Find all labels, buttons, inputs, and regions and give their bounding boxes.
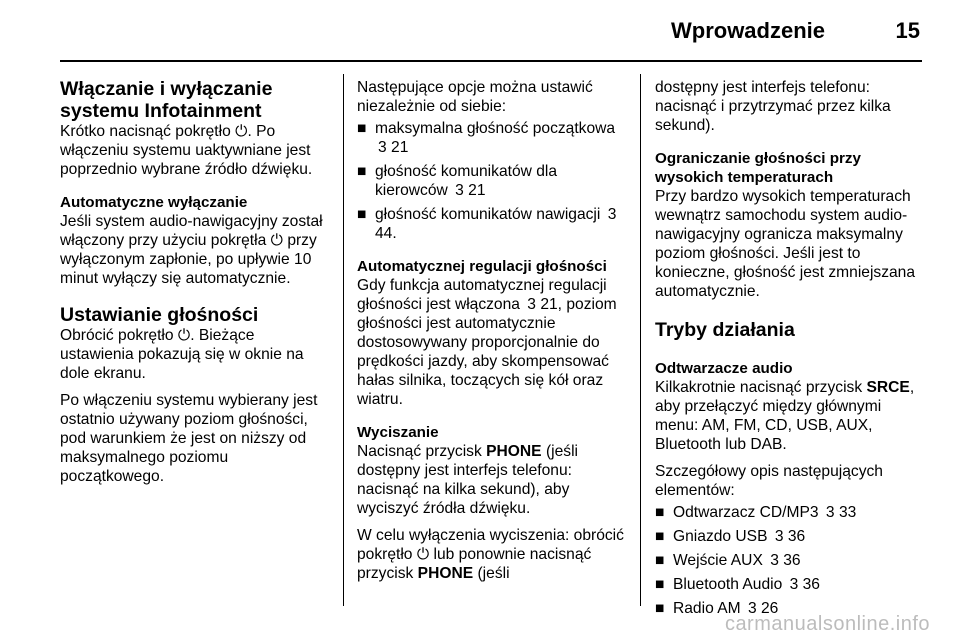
list-item xyxy=(655,575,925,594)
list-item xyxy=(357,119,627,157)
page-ref[interactable]: 26 xyxy=(760,600,779,617)
paragraph-volume-last-level: Po włączeniu systemu wybierany jest ostatnio używany poziom głośności, pod warunkiem że jest on niższy od maksymalnego poziomu początkowego. xyxy=(60,392,318,485)
page-ref[interactable]: 21, xyxy=(540,296,563,313)
list-item xyxy=(357,162,627,200)
phone-button-label: PHONE xyxy=(417,565,474,582)
page-ref-arrow-icon: 3 xyxy=(378,139,387,156)
page-ref-arrow-icon: 3 xyxy=(825,504,835,521)
subtitle-auto-off: Automatyczne wyłączanie xyxy=(60,194,248,211)
page-ref[interactable]: 21 xyxy=(468,182,486,199)
list-item xyxy=(655,503,925,522)
text: (jeśli dostępny jest interfejs telefonu: nacisnąć na kilka sekund), aby wyciszyć źródła dźwięku. xyxy=(357,443,578,517)
text: W celu wyłączenia wyciszenia: obrócić pokrętło xyxy=(357,527,624,563)
section-title-power: Włączanie i wyłączanie systemu Infotainment xyxy=(60,78,273,122)
bullet-icon: ■ xyxy=(655,600,665,617)
text: Obrócić pokrętło xyxy=(60,327,174,344)
text: Radio AM xyxy=(673,600,741,617)
list-item xyxy=(357,205,627,243)
section-title-volume: Ustawianie głośności xyxy=(60,304,259,326)
srce-button-label: SRCE xyxy=(866,379,910,396)
text: głośność komunikatów dla kierowców xyxy=(375,163,558,199)
header-rule xyxy=(60,60,922,62)
text: Gniazdo USB xyxy=(673,528,768,545)
bullet-icon: ■ xyxy=(357,120,367,137)
page-ref-arrow-icon: 3 xyxy=(770,552,779,569)
paragraph-volume-knob xyxy=(60,326,332,383)
subtitle-temperature-limit: Ograniczanie głośności przy wysokich temperaturach xyxy=(655,150,861,186)
page-ref[interactable]: 36 xyxy=(783,552,801,569)
bullet-icon: ■ xyxy=(357,206,367,223)
paragraph-source-button xyxy=(655,378,925,454)
text: Kilkakrotnie nacisnąć przycisk xyxy=(655,379,863,396)
paragraph-mute xyxy=(357,442,627,518)
page-number: 15 xyxy=(895,18,920,43)
text: przy wyłączonym zapłonie, po upływie 10 minut wyłączy się automatycznie. xyxy=(60,232,317,287)
power-knob-icon: ⏻ xyxy=(177,327,191,344)
text: lub ponownie nacisnąć przycisk xyxy=(357,546,592,582)
text: (jeśli xyxy=(477,565,510,582)
page-ref-arrow-icon: 3 xyxy=(774,528,784,545)
text: . Bieżące ustawienia pokazują się w oknie na dole ekranu. xyxy=(60,327,304,382)
column-3 xyxy=(655,78,925,628)
text: , aby przełączyć między głównymi menu: AM, FM, CD, USB, AUX, Bluetooth lub DAB. xyxy=(655,379,915,453)
text: . Po włączeniu systemu uaktywniane jest poprzednio wybrane źródło dźwięku. xyxy=(60,123,313,178)
column-divider-2 xyxy=(640,74,641,606)
text: Bluetooth Audio xyxy=(673,576,783,593)
text: maksymalna głośność początkowa xyxy=(375,120,616,137)
bullet-icon: ■ xyxy=(357,163,367,180)
page-ref[interactable]: 44. xyxy=(375,225,397,242)
bullet-icon: ■ xyxy=(655,576,665,593)
subtitle-mute: Wyciszanie xyxy=(357,424,439,441)
power-knob-icon: ⏻ xyxy=(235,123,248,140)
text: głośność komunikatów nawigacji xyxy=(375,206,601,223)
page-ref-arrow-icon: 3 xyxy=(789,576,799,593)
text: Krótko nacisnąć pokrętło xyxy=(60,123,231,140)
power-knob-icon: ⏻ xyxy=(416,546,430,563)
list-item xyxy=(655,551,925,570)
bullet-icon: ■ xyxy=(655,528,665,545)
power-knob-icon: ⏻ xyxy=(270,232,283,249)
text: Odtwarzacz CD/MP3 xyxy=(673,504,819,521)
page-ref-arrow-icon: 3 xyxy=(607,206,617,223)
bullet-icon: ■ xyxy=(655,552,665,569)
section-title-modes: Tryby działania xyxy=(655,319,795,341)
column-1 xyxy=(60,78,332,494)
column-divider-1 xyxy=(343,74,344,606)
text: poziom głośności jest automatycznie dostosowywany proporcjonalnie do prędkości jazdy, aby skompensować hałas silnika, toczących się kół oraz wiatru. xyxy=(357,296,617,408)
page-header-title: Wprowadzenie xyxy=(670,18,825,43)
page-ref[interactable]: 36 xyxy=(787,528,806,545)
text: Jeśli system audio-nawigacyjny został włączony przy użyciu pokrętła xyxy=(60,213,323,249)
subtitle-audio-players: Odtwarzacze audio xyxy=(655,360,793,377)
phone-button-label: PHONE xyxy=(486,443,542,460)
paragraph-continued: dostępny jest interfejs telefonu: nacisnąć i przytrzymać przez kilka sekund). xyxy=(655,79,891,134)
subtitle-auto-volume: Automatycznej regulacji głośności xyxy=(357,258,607,275)
page-ref-arrow-icon: 3 xyxy=(527,296,536,313)
page-ref[interactable]: 33 xyxy=(838,504,857,521)
column-2 xyxy=(357,78,627,583)
text: Gdy funkcja automatycznej regulacji głośności jest włączona xyxy=(357,277,607,313)
page-ref-arrow-icon: 3 xyxy=(747,600,757,617)
bullet-icon: ■ xyxy=(655,504,665,521)
page-ref-arrow-icon: 3 xyxy=(455,182,464,199)
list-item xyxy=(655,527,925,546)
options-list xyxy=(357,119,627,243)
text: Wejście AUX xyxy=(673,552,763,569)
paragraph-auto-volume xyxy=(357,276,627,409)
paragraph-options-intro: Następujące opcje można ustawić niezależnie od siebie: xyxy=(357,79,593,115)
paragraph-details-intro: Szczegółowy opis następujących elementów: xyxy=(655,463,883,499)
paragraph-unmute xyxy=(357,526,627,583)
paragraph-auto-off xyxy=(60,212,332,288)
text: Nacisnąć przycisk xyxy=(357,443,482,460)
paragraph-temperature-limit: Przy bardzo wysokich temperaturach wewnątrz samochodu system audio-nawigacyjny ogranicza maksymalny poziom głośności. Jeśli jest to konieczne, głośność jest zmniejszana automatycznie. xyxy=(655,188,916,300)
watermark: carmanualsonline.info xyxy=(724,613,930,635)
audio-sources-list xyxy=(655,503,925,618)
page-ref[interactable]: 36 xyxy=(802,576,820,593)
paragraph-power-on xyxy=(60,122,332,179)
page-ref[interactable]: 21 xyxy=(391,139,409,156)
